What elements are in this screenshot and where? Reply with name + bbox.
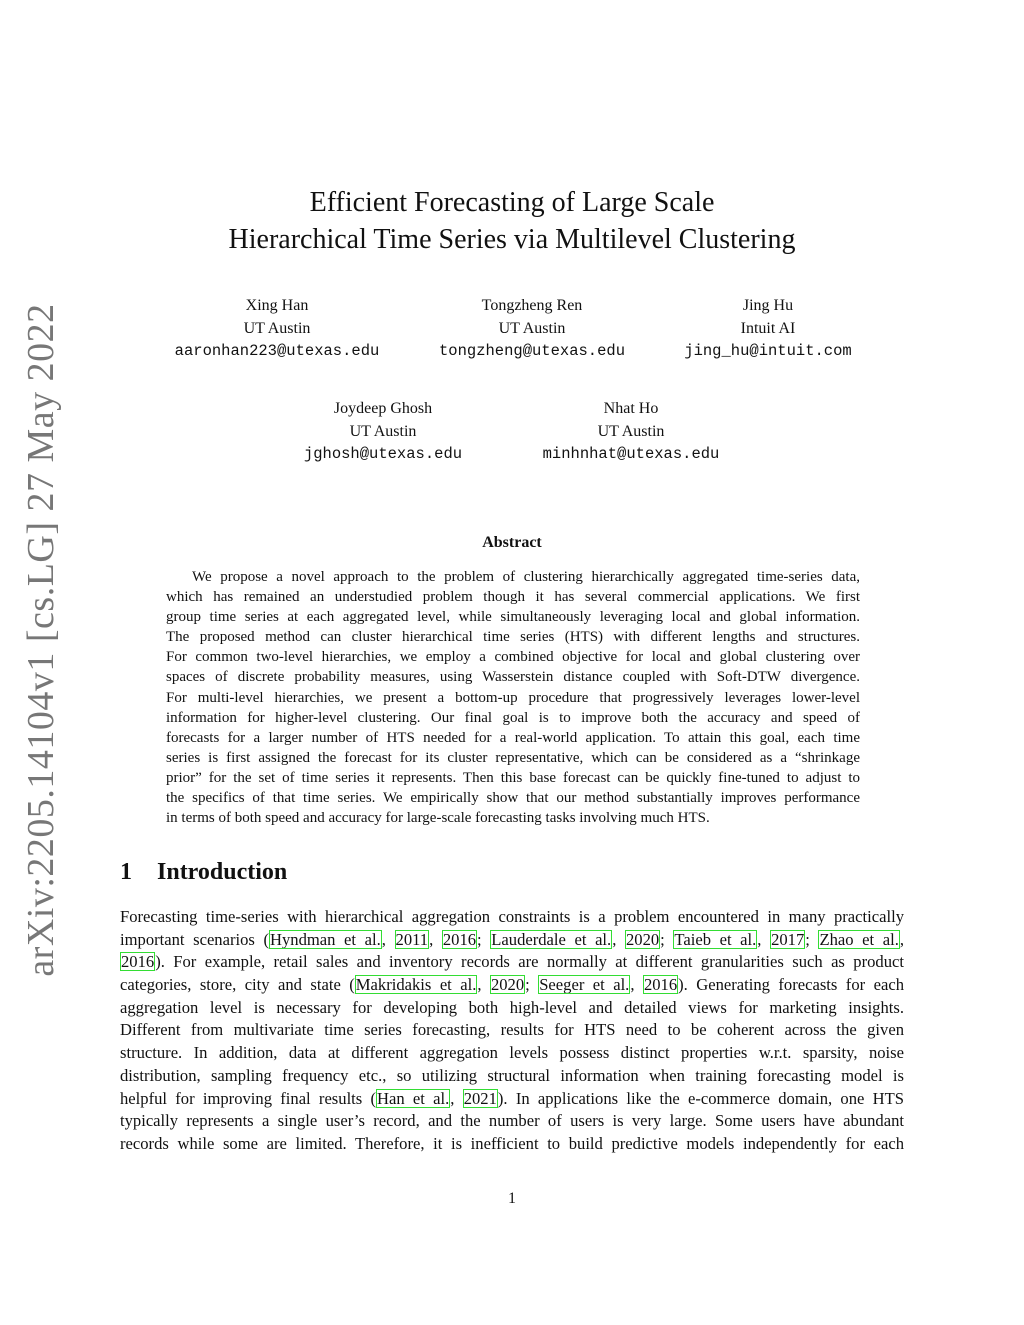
abstract-line: which has remained an understudied problem though it has several commercial applications. We first xyxy=(166,589,860,606)
citation-link[interactable]: Zhao et al. xyxy=(819,929,899,949)
text-run: ). In applications like the e-commerce domain, one HTS xyxy=(497,1088,904,1108)
abstract-line: The proposed method can cluster hierarchical time series (HTS) with different lengths and structures. xyxy=(166,629,860,646)
title-line-2: Hierarchical Time Series via Multilevel Clustering xyxy=(228,224,796,255)
text-run: , xyxy=(612,929,625,949)
abstract-line: We propose a novel approach to the problem of clustering hierarchically aggregated time-series data, xyxy=(192,569,860,585)
author-email[interactable]: tongzheng@utexas.edu xyxy=(438,342,626,360)
title-line-1: Efficient Forecasting of Large Scale xyxy=(309,187,715,218)
author-block xyxy=(618,294,918,363)
author-email[interactable]: minhnhat@utexas.edu xyxy=(542,445,720,463)
abstract-body xyxy=(166,567,860,828)
author-affiliation: UT Austin xyxy=(349,423,417,440)
intro-line xyxy=(120,951,904,974)
abstract-line: spaces of discrete probability measures, using Wasserstein distance coupled with Soft-DTW divergence. xyxy=(166,669,860,686)
intro-line: Different from multivariate time series forecasting, results for HTS need to be coherent across the given xyxy=(120,1020,904,1040)
citation-link[interactable]: 2021 xyxy=(463,1088,497,1108)
abstract-line: forecasts for a larger number of HTS needed for a real-world application. To attain this goal, each time xyxy=(166,729,860,746)
intro-line: records while some are limited. Therefore, it is inefficient to build predictive models independently for each xyxy=(120,1133,904,1153)
author-name: Jing Hu xyxy=(742,297,794,314)
author-name: Xing Han xyxy=(245,297,309,314)
intro-line: distribution, sampling frequency etc., so utilizing structural information when training forecasting model is xyxy=(120,1065,904,1085)
section-title: Introduction xyxy=(157,859,288,885)
paper-title xyxy=(0,184,1024,258)
abstract-line: prior” for the set of time series it represents. Then this base forecast can be quickly fine-tuned to adjust to xyxy=(166,769,860,786)
text-run: ). Generating forecasts for each xyxy=(678,975,904,995)
text-run: , xyxy=(477,975,490,995)
author-name: Nhat Ho xyxy=(603,400,659,417)
arxiv-stamp xyxy=(12,303,70,977)
author-affiliation: Intuit AI xyxy=(740,320,796,337)
author-name: Tongzheng Ren xyxy=(481,297,583,314)
author-email[interactable]: jghosh@utexas.edu xyxy=(303,445,463,463)
citation-link[interactable]: 2016 xyxy=(121,952,155,972)
citation-link[interactable]: 2016 xyxy=(643,975,678,995)
abstract-line: For multi-level hierarchies, we present a bottom-up procedure that progressively leverages lower-level xyxy=(166,689,860,706)
introduction-body xyxy=(120,906,904,1156)
author-name: Joydeep Ghosh xyxy=(333,400,433,417)
citation-link[interactable]: 2016 xyxy=(442,929,477,949)
text-run: ; xyxy=(477,929,491,949)
abstract-line: series is first assigned the forecast for its cluster representative, which can be considered as a “shrinkage xyxy=(166,749,860,766)
author-block xyxy=(481,397,781,466)
abstract-line: the specifics of that time series. We empirically show that our method substantially improves performance xyxy=(166,790,860,807)
author-affiliation: UT Austin xyxy=(243,320,311,337)
text-run: , xyxy=(630,975,643,995)
text-run: important scenarios ( xyxy=(120,929,269,949)
text-run: , xyxy=(757,929,771,949)
text-run: ; xyxy=(805,929,819,949)
section-heading xyxy=(120,859,287,886)
author-affiliation: UT Austin xyxy=(597,423,665,440)
text-run: ; xyxy=(525,975,539,995)
text-run: , xyxy=(429,929,442,949)
abstract-heading: Abstract xyxy=(482,534,542,551)
abstract-line: For common two-level hierarchies, we employ a combined objective for local and global clustering over xyxy=(166,649,860,666)
text-run: , xyxy=(899,929,905,949)
intro-line: structure. In addition, data at different aggregation levels possess distinct properties w.r.t. sparsity, noise xyxy=(120,1043,904,1063)
text-run: , xyxy=(381,929,395,949)
text-run: ). For example, retail sales and inventory records are normally at different granularities such as product xyxy=(155,952,904,972)
abstract-line: information for higher-level clustering. Our final goal is to improve both the accuracy and speed of xyxy=(166,709,860,726)
citation-link[interactable]: Seeger et al. xyxy=(539,975,630,995)
citation-link[interactable]: 2020 xyxy=(625,929,660,949)
citation-link[interactable]: 2017 xyxy=(771,929,805,949)
text-run: categories, store, city and state ( xyxy=(120,975,355,995)
author-email[interactable]: aaronhan223@utexas.edu xyxy=(174,342,380,360)
intro-line xyxy=(120,974,904,997)
text-run: ; xyxy=(660,929,674,949)
citation-link[interactable]: Taieb et al. xyxy=(674,929,757,949)
intro-line: Forecasting time-series with hierarchical aggregation constraints is a problem encountered in many practically xyxy=(120,907,904,926)
author-email[interactable]: jing_hu@intuit.com xyxy=(684,342,852,360)
author-affiliation: UT Austin xyxy=(498,320,566,337)
citation-link[interactable]: Han et al. xyxy=(377,1088,450,1108)
abstract-line: group time series at each aggregated level, while simultaneously leveraging local and global information. xyxy=(166,609,860,626)
citation-link[interactable]: Lauderdale et al. xyxy=(491,929,612,949)
citation-link[interactable]: 2020 xyxy=(490,975,525,995)
text-run: , xyxy=(450,1088,463,1108)
citation-link[interactable]: Makridakis et al. xyxy=(355,975,477,995)
citation-link[interactable]: Hyndman et al. xyxy=(270,929,381,949)
section-number: 1 xyxy=(120,859,132,885)
abstract-line: in terms of both speed and accuracy for large-scale forecasting tasks involving much HTS. xyxy=(166,810,710,827)
intro-line: aggregation level is necessary for developing both high-level and detailed views for marketing insights. xyxy=(120,997,904,1017)
intro-line: typically represents a single user’s record, and the number of users is very large. Some users have abundant xyxy=(120,1111,904,1131)
citation-link[interactable]: 2011 xyxy=(395,929,429,949)
arxiv-stamp-text: arXiv:2205.14104v1 [cs.LG] 27 May 2022 xyxy=(20,303,62,977)
intro-line xyxy=(120,1088,904,1111)
page-number: 1 xyxy=(508,1190,516,1207)
intro-line xyxy=(120,929,904,952)
text-run: helpful for improving final results ( xyxy=(120,1088,377,1108)
